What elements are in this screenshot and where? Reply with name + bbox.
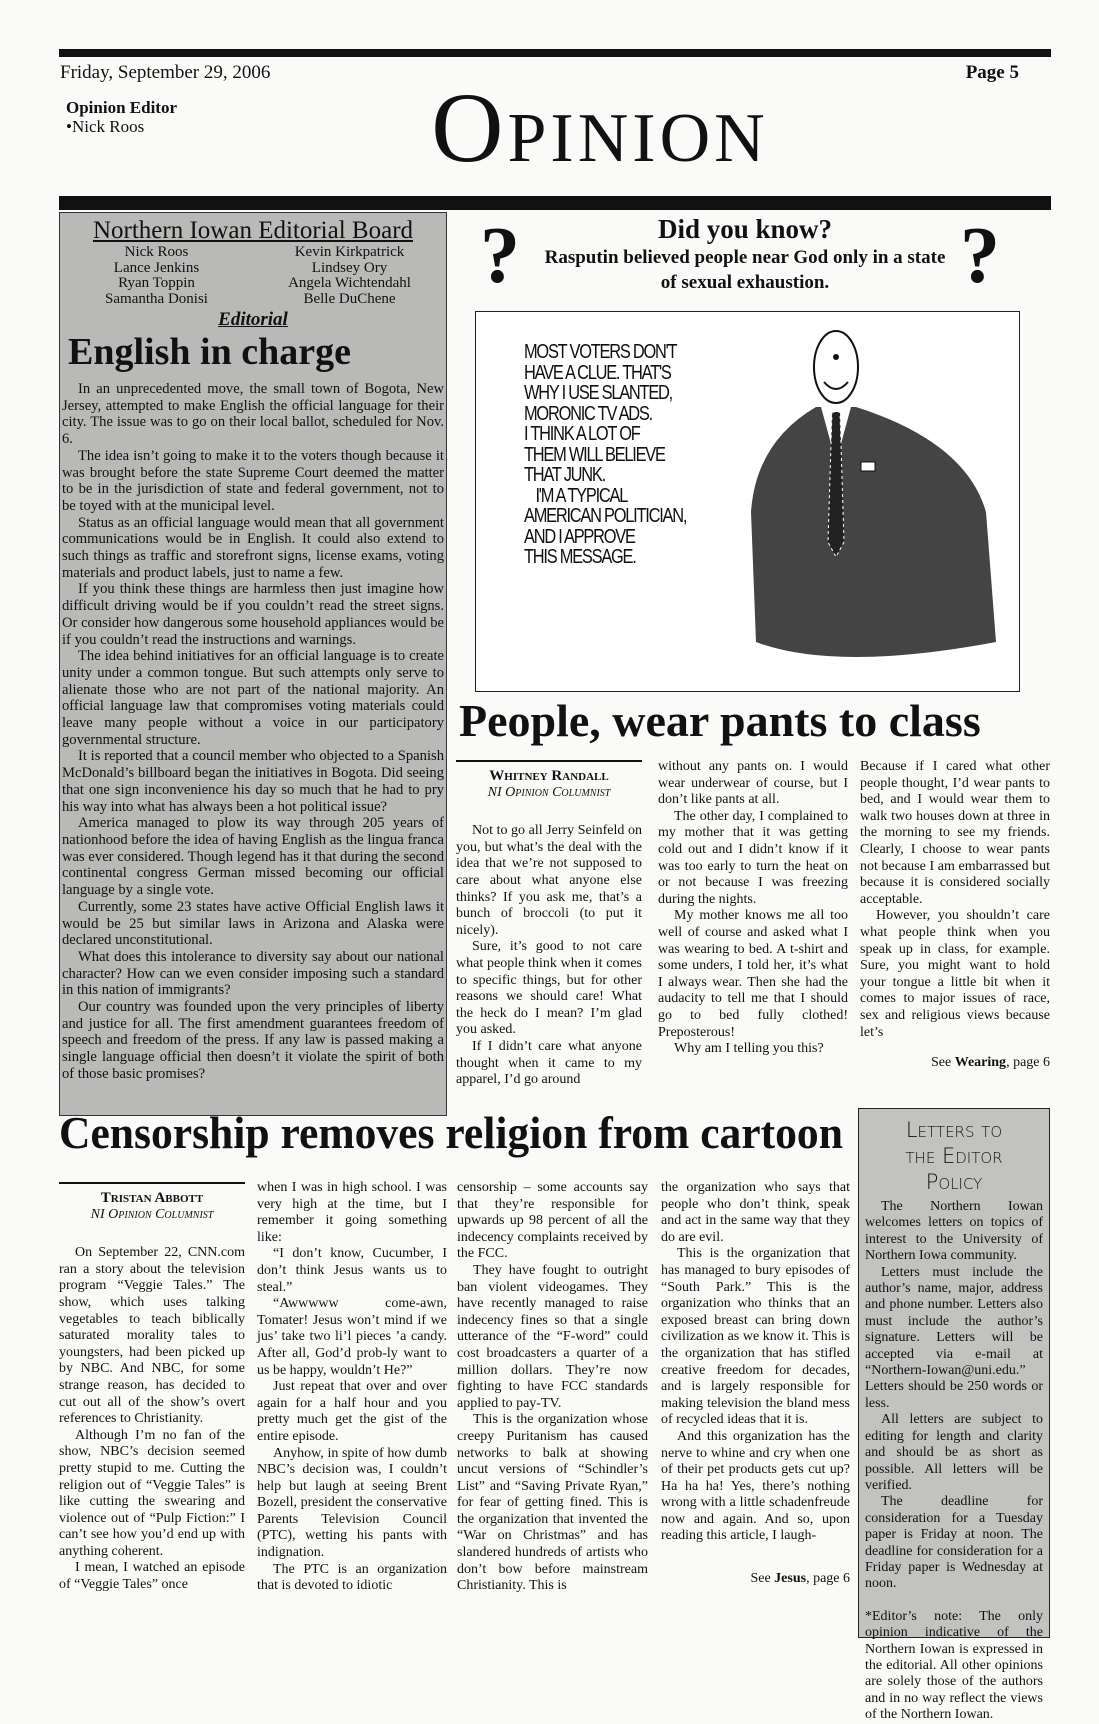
paragraph: However, you shouldn’t care what people think when you speak up in class, for example. Sure, you might want to hold your tongue a little bit when it comes to major issues of race, sex and religious views because let’s [860,908,1050,1040]
censorship-column-2 [257,1180,447,1595]
paragraph: The idea behind initiatives for an official language is to create unity under a common tongue. But such attempts only serve to alienate those who are not part of the national majority. An official language law that compromises voting materials could leave many people without a voice in our participatory governmental structure. [62,648,444,748]
issue-date: Friday, September 29, 2006 [60,62,271,83]
paragraph: the organization who says that people who don’t think, speak and act in the same way that they do are evil. [661,1180,850,1245]
paragraph: “Awwwww come-awn, Tomater! Jesus won’t mind if we jus’ take two li’l pieces ’a candy. After all, God’d prob-ly want to us be happy, wouldn’t He?” [257,1296,447,1378]
cartoon-line: MORONIC TV ADS. [524,402,652,425]
pants-column-2 [658,759,848,1058]
author-name: Tristan Abbott [100,1190,204,1206]
board-right [253,245,446,307]
board-member: Kevin Kirkpatrick [294,244,405,260]
paragraph: without any pants on. I would wear underwear of course, but I don’t like pants at all. [658,759,848,808]
cartoon-line: AMERICAN POLITICIAN, [524,505,687,527]
paragraph: If you think these things are harmless then just imagine how difficult driving would be if you couldn’t read the street signs. Or consider how dangerous some household appliances would be if you couldn’t read the instructions and warnings. [62,581,444,648]
paragraph: Sure, it’s good to not care what people think when it comes to specific things, but for other reasons we should care! What the heck do I mean? I’m glad you asked. [456,939,642,1038]
cartoon-line: I THINK A LOT OF [524,423,640,445]
board-member: Lindsey Ory [311,259,388,276]
board-member: Belle DuChene [303,290,396,307]
paragraph: Anyhow, in spite of how dumb NBC’s decision was, I couldn’t help but laugh at seeing Brent Bozell, president the conservative Parents Television Council (PTC), wetting his pants with indignation. [257,1445,447,1561]
editor-label: Opinion Editor [66,98,178,117]
pants-text-3 [860,759,1050,1041]
paragraph: They have fought to outright ban violent videogames. They have recently managed to raise indecency fines so that a single utterance of the “F-word” could cost broadcasters a quarter of a million dollars. They’re now fighting to have FCC standards applied to pay-TV. [457,1262,648,1411]
cartoon-line: MOST VOTERS DON'T [524,341,677,363]
jump-text: See [931,1055,955,1071]
letters-policy-box [858,1108,1050,1723]
paragraph: My mother knows me all too well of course and asked what I was wearing to bed. A t-shirt and some unders, I told her, it’s what I always wear. Then she had the audacity to tell me that I should go to bed fully clothed! Preposterous! [658,908,848,1040]
paragraph: The deadline for consideration for a Tuesday paper is Friday at noon. The deadline for consideration for a Friday paper is Wednesday at noon. [865,1494,1043,1592]
letters-policy-title [865,1117,1043,1195]
pants-column-1 [456,760,642,1089]
censorship-column-3 [457,1180,648,1595]
cartoon-line: I'M A TYPICAL [535,484,628,507]
paragraph: On September 22, CNN.com ran a story about the television program “Veggie Tales.” The show, which uses talking vegetables to teach biblically saturated morality tales to youngsters, had been picked up by NBC. And NBC, for some strange reason, has decided to cut out all of the show’s overt references to Christianity. [59,1245,245,1427]
paragraph: All letters are subject to editing for length and clarity and should be as short as possible. All letters will be verified. [865,1412,1043,1493]
paragraph: The Northern Iowan welcomes letters on topics of interest to the University of Northern Iowa community. [865,1199,1043,1264]
editors-note: *Editor’s note: The only opinion indicative of the Northern Iowan is expressed in the editorial. All other opinions are solely those of the authors and in no way reflect the views of the Northern Iowan. [865,1608,1043,1723]
board-members [60,245,446,307]
paragraph: Not to go all Jerry Seinfeld on you, but what’s the deal with the idea that we’re not supposed to care about what anyone else thinks? If you ask me, that’s a bunch of broccoli (to put it nicely). [456,823,642,938]
paragraph: Currently, some 23 states have active Official English laws it would be 25 but similar laws in Arizona and Alaska were declared unconstitutional. [62,898,444,949]
author-name: Whitney Randall [489,768,609,784]
paragraph: Just repeat that over and over again for a half hour and you pretty much get the gist of the entire episode. [257,1379,447,1444]
paragraph: It is reported that a council member who objected to a Spanish McDonald’s billboard began the initiatives in Bogota. Did seeing that one sign inconvenience his day so much that he had to pry his way into what has always been a hot political issue? [62,748,444,815]
jump-page-name: Jesus [774,1571,807,1587]
title-line: the Editor [905,1144,1003,1168]
paragraph: Although I’m no fan of the show, NBC’s decision seemed pretty stupid to me. Cutting the religion out of “Veggie Tales” is like cutting the swearing and violence out of “Pulp Fiction:” I can’t see how you’d end up with anything coherent. [59,1427,245,1559]
paragraph: This is the organization that has managed to bury episodes of “South Park.” This is the organization who thinks that an exposed breast can bring down civilization as we know it. This is the organization that has stifled creative freedom for decades, and is largely responsible for making television the bland mess of recycled ideas that it is. [661,1246,850,1428]
censorship-byline [59,1182,245,1223]
did-you-know-title: Did you know? [657,214,833,244]
politician-illustration [736,312,1021,692]
editorial-kicker: Editorial [218,309,288,330]
censorship-column-4 [661,1180,850,1588]
board-member: Samantha Donisi [105,290,208,307]
jump-text: , page 6 [806,1571,850,1587]
board-member: Lance Jenkins [113,259,200,276]
question-mark-icon: ? [960,212,1000,300]
editor-name: •Nick Roos [66,117,145,136]
censorship-column-1 [59,1182,245,1594]
board-left [60,245,253,307]
cartoon-line: WHY I USE SLANTED, [524,382,672,404]
title-line: Letters to [905,1118,1003,1142]
paragraph: Why am I telling you this? [674,1041,824,1057]
paragraph: “I don’t know, Cucumber, I don’t think Jesus wants us to steal.” [257,1246,447,1295]
cartoon-line: AND I APPROVE [524,525,635,548]
pants-headline: People, wear pants to class [459,695,981,746]
paragraph: The idea isn’t going to make it to the voters though because it was brought before the state Supreme Court deemed the matter to be in the jurisdiction of state and federal government, not to be toyed with at the municipal level. [62,447,444,514]
jump-text: , page 6 [1006,1055,1050,1071]
censorship-headline: Censorship removes religion from cartoon [59,1107,843,1158]
censorship-jump-link[interactable] [661,1571,850,1588]
cartoon-line: THIS MESSAGE. [524,546,636,568]
paragraph: This is the organization whose creepy Puritanism has caused networks to balk at showing uncut versions of “Schindler’s List” and “Saving Private Ryan,” for fear of getting fined. This is the organization that invented the “War on Christmas” and has slandered hundreds of artists who don’t bow before mainstream Christianity. This is [457,1412,648,1594]
paragraph: What does this intolerance to diversity say about our national character? How can we even consider imposing such a standard in this nation of immigrants? [62,948,444,999]
editorial-headline: English in charge [68,331,351,373]
censorship-text-4 [661,1180,850,1545]
did-you-know [540,214,950,295]
paragraph: Status as an official language would mean that all government communications would be in English. It could also extend to such things as traffic and storefront signs, license exams, voting materials and product labels, just to name a few. [62,514,444,581]
censorship-text-1 [59,1245,245,1593]
title-line: Policy [925,1170,983,1194]
section-title: Opinion [431,72,769,183]
letters-policy-text [865,1199,1043,1593]
section-rule [59,196,1051,210]
paragraph: America managed to plow its way through 205 years of nationhood before the idea of having English as the lingua franca was ever considered. Though legend has it that during the second continental congress German missed becoming our official language by a single vote. [62,815,444,899]
jump-text: See [750,1571,775,1587]
political-cartoon [475,311,1020,692]
board-member: Angela Wichtendahl [288,275,411,291]
author-role: NI Opinion Columnist [487,784,611,800]
editorial-box [59,212,447,1116]
cartoon-line: THAT JUNK. [524,464,605,486]
paragraph: The other day, I complained to my mother that it was getting cold out and I didn’t know if it was too early to turn the heat on or not because I was freezing during the nights. [658,808,848,907]
paragraph: And this organization has the nerve to whine and cry when one of their pet products gets cut up? Ha ha ha! Yes, there’s nothing wrong with a little schadenfreude now and again. And so, upon reading this article, I laugh- [661,1428,850,1544]
author-role: NI Opinion Columnist [90,1206,214,1222]
did-you-know-fact: Rasputin believed people near God only in a state of sexual exhaustion. [544,247,946,293]
paragraph: The PTC is an organization that is devoted to idiotic [257,1561,447,1594]
paragraph: Letters must include the author’s name, major, address and phone number. Letters also must include the author’s signature. Letters will be accepted via e-mail at “Northern-Iowan@uni.edu.” Letters should be 250 words or less. [865,1264,1043,1411]
paragraph: I mean, I watched an episode of “Veggie Tales” once [59,1560,245,1593]
question-mark-icon: ? [480,212,520,300]
jump-page-name: Wearing [954,1055,1007,1071]
pants-text-1 [456,823,642,1089]
paragraph: censorship – some accounts say that they’re responsible for upwards up 98 percent of all the indecency complaints received by the FCC. [457,1180,648,1262]
cartoon-caption [524,342,686,568]
pants-byline [456,760,642,801]
page-number: Page 5 [965,62,1019,83]
top-rule [59,49,1051,57]
cartoon-line: HAVE A CLUE. THAT'S [524,361,671,384]
paragraph: In an unprecedented move, the small town of Bogota, New Jersey, attempted to make English the official language for their city. The issue was to go on their local ballot, scheduled for Nov. 6. [62,381,444,448]
paragraph: If I didn’t care what anyone thought when it came to my apparel, I’d go around [456,1038,642,1088]
paragraph: Because if I cared what other people thought, I’d wear pants to bed, and I would wear them to walk two houses down at three in the morning to see my friends. Clearly, I choose to wear pants not because I am embarrassed but because it is considered socially acceptable. [860,759,1050,907]
editorial-body [60,373,446,1083]
paragraph: Our country was founded upon the very principles of liberty and justice for all. The first amendment guarantees freedom of speech and freedom of the press. If any law is passed making a single language official then doesn’t it violate the spirit of both of those basic promises? [62,999,444,1082]
board-member: Ryan Toppin [118,275,195,291]
pants-column-3 [860,759,1050,1072]
board-title: Northern Iowan Editorial Board [92,217,414,244]
paragraph: when I was in high school. I was very high at the time, but I remember it going something like: [257,1180,447,1245]
board-member: Nick Roos [124,244,189,260]
cartoon-line: THEM WILL BELIEVE [524,443,665,466]
pants-jump-link[interactable] [860,1055,1050,1072]
